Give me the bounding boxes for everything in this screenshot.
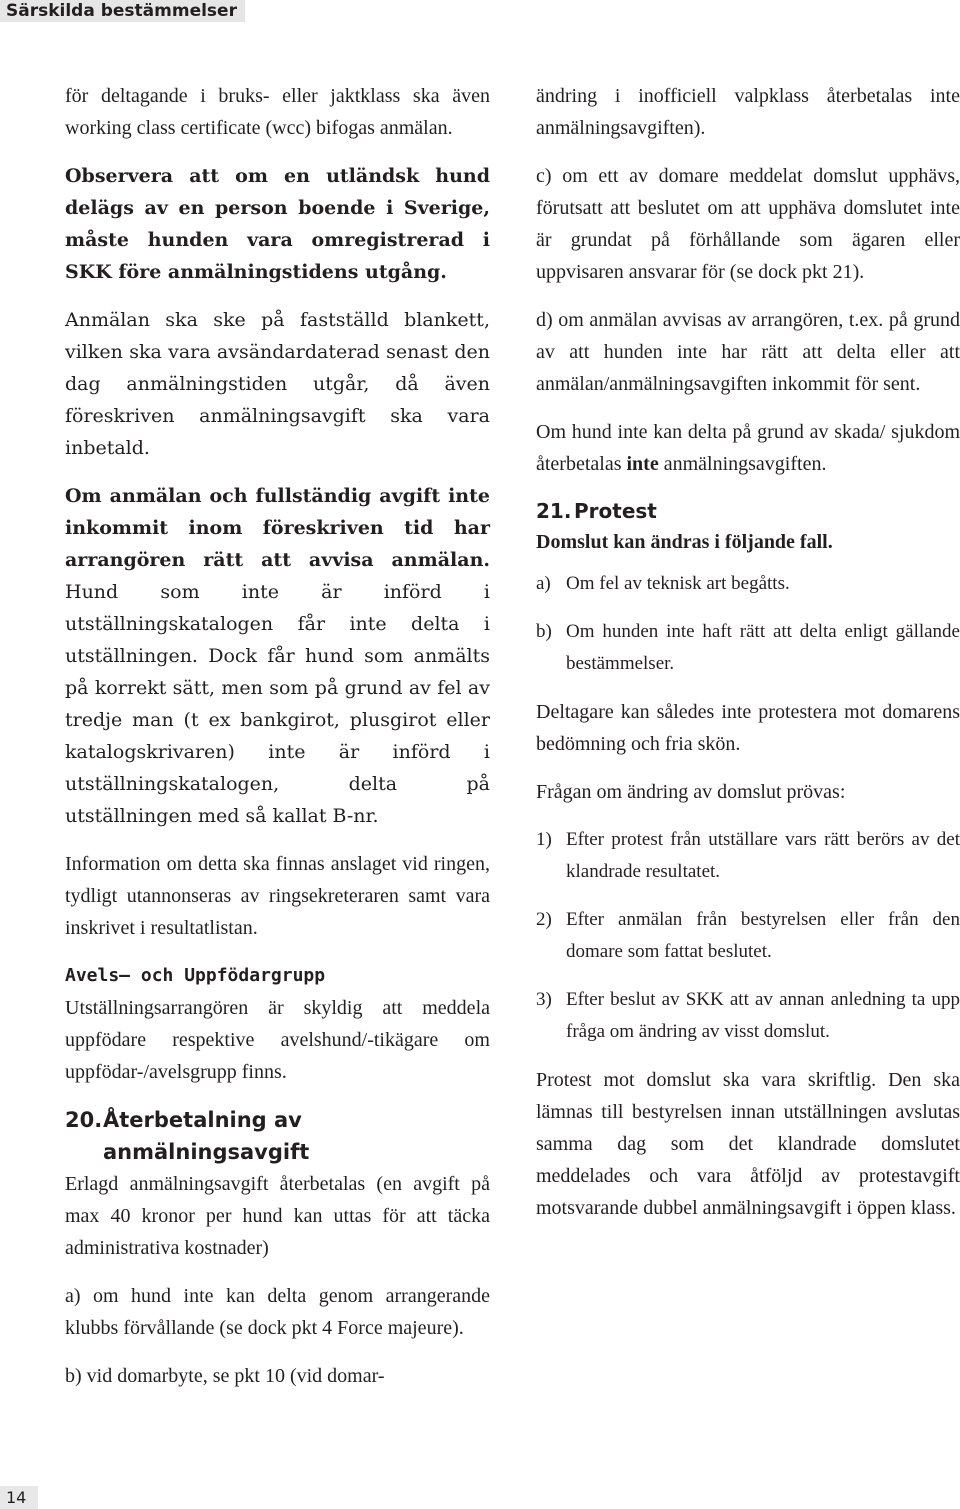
paragraph-application-form: Anmälan ska ske på fastställd blankett, vilken ska vara avsändardaterad senast den dag anmälningstiden utgår, då även föreskriven anmälningsavgift ska vara inbetald.: [65, 309, 490, 459]
paragraph-refund: Erlagd anmälningsavgift återbetalas (en avgift på max 40 kronor per hund kan uttas för att täcka administrativa kostnader): [65, 1173, 490, 1259]
late-fee-bold: Om anmälan och fullständig avgift inte inkommit inom föreskriven tid har arrangören rätt att avvisa anmälan.: [65, 485, 490, 571]
list-item-text: Om hunden inte haft rätt att delta enligt gällande bestämmelser.: [566, 621, 960, 674]
list-item-label: 2): [536, 909, 552, 930]
section-20-number: 20.: [65, 1108, 103, 1132]
paragraph-question: Frågan om ändring av domslut prövas:: [536, 781, 846, 803]
list-item: [536, 984, 960, 1048]
list-item-text: Efter beslut av SKK att av annan anledning ta upp fråga om ändring av visst domslut.: [566, 989, 960, 1042]
list-item-text: Om fel av teknisk art begåtts.: [566, 573, 790, 594]
paragraph-avels: Utställningsarrangören är skyldig att meddela uppfödare respektive avelshund/-tikägare om uppfödar-/avelsgrupp finns.: [65, 997, 490, 1083]
paragraph-wcc: för deltagande i bruks- eller jaktklass ska även working class certificate (wcc) bifogas anmälan.: [65, 85, 490, 139]
right-column: [536, 80, 960, 1240]
list-item-label: 1): [536, 829, 552, 850]
list-item-text: Efter protest från utställare vars rätt berörs av det klandrade resultatet.: [566, 829, 960, 882]
section-20-heading: [65, 1104, 490, 1168]
list-item: [536, 568, 960, 600]
illness-text-a: Om hund inte kan delta på grund av skada/ sjukdom återbetalas: [536, 421, 960, 475]
illness-bold: inte: [626, 453, 659, 475]
paragraph-protest-written: Protest mot domslut ska vara skriftlig. Den ska lämnas till bestyrelsen innan utställningen avslutas samma dag som det klandrade domslutet meddelades och vara åtföljd av protestavgift motsvarande dubbel anmälningsavgift i öppen klass.: [536, 1069, 960, 1219]
list-item: [536, 616, 960, 680]
paragraph-no-protest: Deltagare kan således inte protestera mot domarens bedömning och fria skön.: [536, 701, 960, 755]
list-item-text: Efter anmälan från bestyrelsen eller från den domare som fattat beslutet.: [566, 909, 960, 962]
left-column: [65, 80, 490, 1408]
illness-text-b: anmälningsavgiften.: [658, 453, 827, 475]
list-item-label: b): [536, 621, 552, 642]
paragraph-illness: [536, 416, 960, 480]
paragraph-refund-d: d) om anmälan avvisas av arrangören, t.ex. på grund av att hunden inte har rätt att delta eller att anmälan/anmälningsavgiften inkommit för sent.: [536, 309, 960, 395]
page-number: 14: [0, 1486, 38, 1509]
list-item: [536, 904, 960, 968]
paragraph-valpklass: ändring i inofficiell valpklass återbetalas inte anmälningsavgiften).: [536, 85, 960, 139]
list-item: [536, 824, 960, 888]
paragraph-information-notice: Information om detta ska finnas anslaget vid ringen, tydligt utannonseras av ringsekreteraren samt vara inskrivet i resultatlistan.: [65, 853, 490, 939]
section-20-title: Återbetalning av anmälningsavgift: [103, 1108, 310, 1164]
list-item-label: a): [536, 573, 551, 594]
paragraph-refund-a: a) om hund inte kan delta genom arrangerande klubbs förvållande (se dock pkt 4 Force majeure).: [65, 1285, 490, 1339]
section-21-title: Protest: [574, 499, 657, 523]
paragraph-refund-c: c) om ett av domare meddelat domslut upphävs, förutsatt att beslutet om att upphäva domslutet inte är grundat på förhållande som ägaren eller uppvisaren ansvarar för (se dock pkt 21).: [536, 165, 960, 283]
late-fee-rest: Hund som inte är införd i utställningskatalogen får inte delta i utställningen. Dock får hund som anmälts på korrekt sätt, men som på grund av fel av tredje man (t ex bankgirot, plusgirot eller katalogskrivaren) inte är införd i utställningskatalogen, delta på utställningen med så kallat B-nr.: [65, 581, 490, 827]
section-21-heading: [536, 496, 960, 526]
section-21-subheading: Domslut kan ändras i följande fall.: [536, 531, 833, 553]
section-21-number: 21.: [536, 499, 572, 523]
paragraph-observe-foreign-dog: Observera att om en utländsk hund delägs av en person boende i Sverige, måste hunden vara omregistrerad i SKK före anmälningstidens utgång.: [65, 165, 490, 283]
section-header: Särskilda bestämmelser: [0, 0, 245, 22]
paragraph-late-fee: [65, 480, 490, 832]
avels-heading: Avels– och Uppfödargrupp: [65, 965, 326, 986]
paragraph-refund-b: b) vid domarbyte, se pkt 10 (vid domar-: [65, 1365, 385, 1387]
list-item-label: 3): [536, 989, 552, 1010]
